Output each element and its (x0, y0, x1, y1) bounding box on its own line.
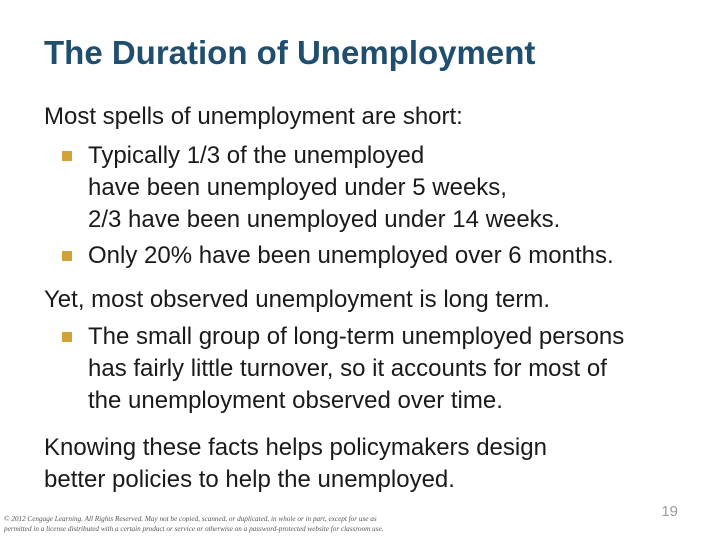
bullet-line: have been unemployed under 5 weeks, (88, 174, 507, 201)
copyright-footer (4, 514, 383, 534)
paragraph-line: better policies to help the unemployed. (44, 466, 455, 493)
footer-line: permitted in a license distributed with a certain product or service or otherwise on a password-protected website for classroom use. (4, 525, 384, 533)
bullet-text (88, 321, 624, 417)
bullet-line: 2/3 have been unemployed under 14 weeks. (88, 206, 561, 233)
bullet-text (88, 240, 614, 272)
paragraph-short-spells: Most spells of unemployment are short: (44, 103, 463, 130)
bullet-square-icon (62, 251, 72, 261)
footer-line: © 2012 Cengage Learning. All Rights Reserved. May not be copied, scanned, or duplicated, in whole or in part, except for use as (4, 515, 377, 523)
paragraph-policymakers (44, 432, 547, 496)
page-number: 19 (661, 503, 678, 520)
bullet-square-icon (62, 332, 72, 342)
bullet-text (88, 140, 560, 236)
bullet-line: the unemployment observed over time. (88, 387, 503, 414)
bullet-line: Typically 1/3 of the unemployed (88, 142, 425, 169)
paragraph-long-term: Yet, most observed unemployment is long term. (44, 286, 551, 313)
bullet-line: has fairly little turnover, so it accounts for most of (88, 355, 607, 382)
bullet-line: The small group of long-term unemployed persons (88, 323, 625, 350)
slide-title: The Duration of Unemployment (44, 34, 536, 71)
paragraph-line: Knowing these facts helps policymakers design (44, 434, 547, 461)
bullet-line: Only 20% have been unemployed over 6 months. (88, 242, 614, 269)
bullet-square-icon (62, 151, 72, 161)
